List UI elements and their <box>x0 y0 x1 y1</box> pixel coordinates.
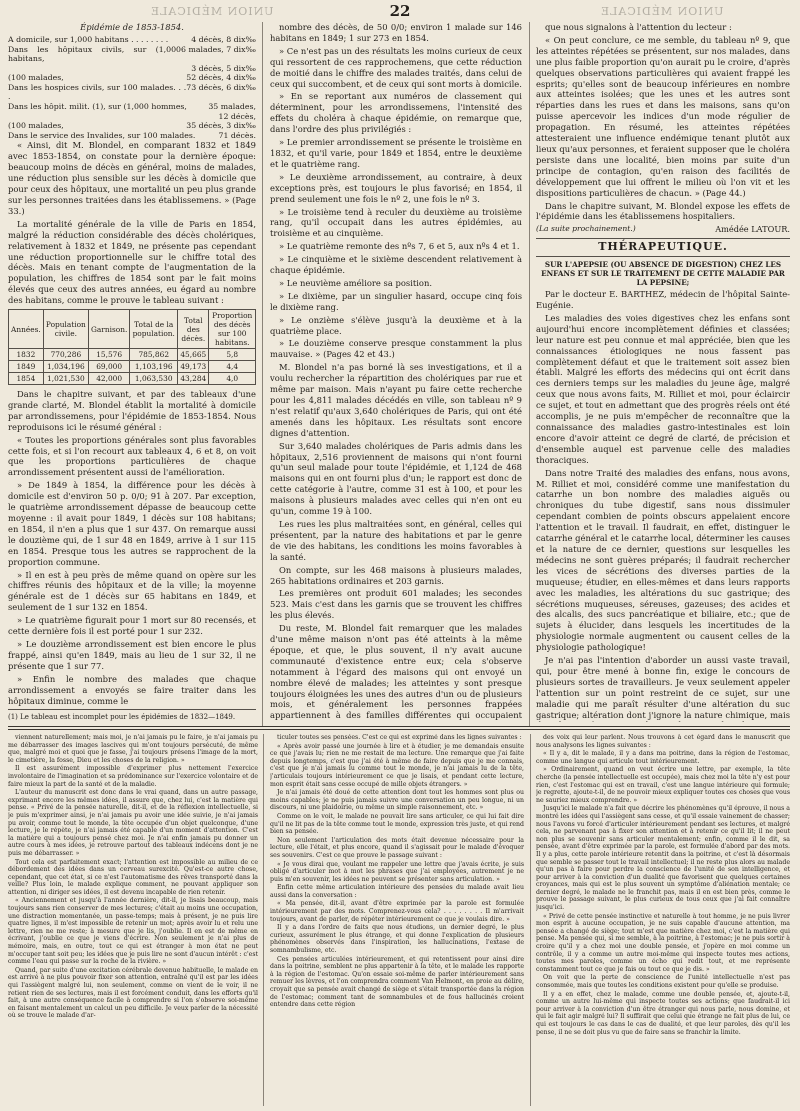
paragraph: viennent naturellement; mais moi, je n'ai jamais pu le faire, je n'ai jamais pu me débarrasser des images lascives qui m'ont toujours persécuté, de même que, malgré moi et quoi que je fasse, j'ai toujours présens l'image de la mort, le cimetière, la fosse, Dieu et les choses de la religion. » <box>8 734 258 764</box>
table-cell: 1832 <box>9 349 44 361</box>
feuilleton-column-1 <box>8 734 258 1106</box>
section-divider <box>536 256 790 257</box>
table-cell: 5,8 <box>209 349 256 361</box>
paragraph: « Ainsi, dit M. Blondel, en comparant 1832 et 1849 avec 1853-1854, on constate pour la dernière époque: beaucoup moins de décès en général, moins de malades, une réduction plus sensible sur les décès à domicile que pour ceux des hôpitaux, une mortalité un peu plus grande sur les personnes traitées dans les établissemens. » (Page 33.) <box>8 140 256 216</box>
table-header-cell: Garnison. <box>88 310 129 349</box>
column-rule <box>263 734 264 1106</box>
paragraph: « Après avoir passé une journée à lire et à étudier, je me demandais ensuite ce que j'avais lu; rien ne me restait de ma lecture. Une remarque que j'ai faite depuis longtemps, c'est que j'ai été à même de faire depuis que je me connais, c'est que je n'ai jamais lu comme tout le monde, je n'ai jamais lu de la tête, j'articulais toujours intérieurement ce que je lisais, et pendant cette lecture, mon esprit était sans cesse occupé de mille objets étrangers. » <box>270 742 524 788</box>
column-3 <box>536 22 790 722</box>
paragraph: Il est assurément impossible d'exprimer plus nettement l'exercice involontaire de l'imagination et sa prédominance sur l'exercice volontaire et de faire mieux la part de la santé et de la maladie. <box>8 765 258 788</box>
paragraph: » En se reportant aux numéros de classement qui déterminent, pour les arrondissemens, l'intensité des effets du choléra à chaque épidémie, on remarque que, dans l'ordre des plus privilégiés : <box>270 91 522 135</box>
table-cell: 770,286 <box>43 349 88 361</box>
stat-line: Dans les hôpitaux civils, sur (1,000 habitans, 6 malades, 7 dix‰ <box>8 44 256 64</box>
paragraph: « On peut conclure, ce me semble, du tableau nº 9, que les atteintes répétées se présentent, sur nos malades, dans une plus faible proportion qu'on aurait pu le croire, d'après quelques observations particulières qui avaient frappé les esprits; qu'elles sont de beaucoup inférieures en nombre aux atteintes isolées; que les unes et les autres sont réparties dans les rues et dans les maisons, sans qu'on puisse apercevoir les indices d'un mode régulier de propagation. En résumé, les atteintes répétées attesteraient une influence endémique tenant plutôt aux lieux qu'aux personnes, et feraient supposer que le choléra persiste dans une localité, bien moins par suite d'un principe de contagion, qu'en raison des facilités de développement que lui offrent le milieu où l'on vit et les dispositions particulières de chacun. » (Page 44.) <box>536 34 790 198</box>
table-row <box>9 349 256 361</box>
paragraph: nombre des décès, de 50 0/0; environ 1 malade sur 146 habitans en 1849; 1 sur 273 en 1854. <box>270 22 522 43</box>
footnote: (1) Le tableau est incomplet pour les épidémies de 1832—1849. <box>8 713 236 722</box>
table-cell: 1,021,530 <box>43 373 88 385</box>
column-1 <box>8 22 256 722</box>
feuilleton-separator <box>8 726 790 727</box>
paragraph: des voix qui leur parlent. Nous trouvons à cet égard dans le manuscrit que nous analysons les lignes suivantes : <box>536 734 790 749</box>
paragraph: » Le douzième arrondissement est bien encore le plus frappé, ainsi qu'en 1849, mais au lieu de 1 sur 32, il ne présente que 1 sur 77. <box>8 638 256 671</box>
stat-line: Dans les hôpit. milit. (1), sur (1,000 hommes, 35 malades, <box>8 102 256 112</box>
paragraph: » Enfin le nombre des malades que chaque arrondissement a envoyés se faire traiter dans les hôpitaux diminue, comme le <box>8 673 256 706</box>
paragraph: Sur 3,640 malades cholériques de Paris admis dans les hôpitaux, 2,516 proviennent de maisons qui n'ont fourni qu'un seul malade pour toute l'épidémie, et 1,124 de 468 maisons qui en ont fourni plus d'un; le rapport est donc de cette catégorie à l'autre, comme 31 est à 100, et pour les maisons à plusieurs malades avec celles qui n'en ont eu qu'un, comme 19 à 100. <box>270 440 522 517</box>
paragraph: Je n'ai jamais été doué de cette attention dont tout les hommes sont plus ou moins capables; je ne puis jamais suivre une conversation un peu longue, ni un discours, ni une plaidoirie, ou même un simple raisonnement, etc. » <box>270 789 524 812</box>
paragraph: » Le dixième, par un singulier hasard, occupe cinq fois le dixième rang. <box>270 290 522 312</box>
paragraph: » Il en est à peu près de même quand on opère sur les chiffres réunis des hôpitaux et de la ville; la moyenne générale est de 1 décès sur 65 habitans en 1849, et seulement de 1 sur 132 en 1854. <box>8 569 256 613</box>
bleed-through-text-right: UNION MÉDICALE <box>600 5 724 18</box>
article-byline: Par le docteur E. BARTHEZ, médecin de l'hôpital Sainte-Eugénie. <box>536 289 790 311</box>
paragraph: » Le cinquième et le sixième descendent relativement à chaque épidémie. <box>270 254 522 276</box>
paragraph: Jusqu'ici le malade n'a fait que décrire les phénomènes qu'il éprouve, il nous a montré les idées qui l'assiègent sans cesse, et qu'il essaie vainement de chasser; nous l'avons vu forcé d'articuler intérieurement pendant ses lectures, et malgré cela, ne parvenant pas à fixer son attention et à retenir ce qu'il lit; il ne peut non plus se souvenir sans articuler mentalement; enfin, comme il le dit, sa pensée, avant d'être exprimée par la parole, est formulée d'abord par des mots. Il y a plus, cette parole intérieure retentit dans la poitrine, et c'est là désormais que semble se passer tout le travail intellectuel; il ne reste plus alors au malade qu'un pas à faire pour perdre la conscience de l'unité de son intelligence, et pour arriver à la conviction d'un dualité que favorisent que quelques certaines croyances, mais qui est le plus souvent un symptôme d'aliénation mentale; ce dernier degré, le malade ne le franchit pas, mais il en est bien près, comme le prouve le passage suivant, le plus curieux de tous ceux que j'ai fait connaître jusqu'ici. <box>536 805 790 912</box>
paragraph: Dans le chapitre suivant, M. Blondel expose les effets de l'épidémie dans les établissemens hospitaliers. <box>536 200 790 222</box>
paragraph: On compte, sur les 468 maisons à plusieurs malades, 265 habitations ordinaires et 203 garnis. <box>270 564 522 586</box>
paragraph: que nous signalons à l'attention du lecteur : <box>545 22 732 32</box>
table-row <box>9 373 256 385</box>
paragraph: » Le onzième s'élève jusqu'à la deuxième et à la quatrième place. <box>270 314 522 336</box>
paragraph: Dans le chapitre suivant, et par des tableaux d'une grande clarté, M. Blondel établit la mortalité à domicile par arrondissemens, pour l'épidémie de 1853-1854. Nous reproduisons ici le résumé général : <box>8 389 256 432</box>
page-number: 22 <box>389 2 411 20</box>
population-table <box>8 309 256 385</box>
column-rule <box>262 22 263 726</box>
paragraph: « Je vous dirai que, voulant me rappeler une lettre que j'avais écrite, je suis obligé d'articuler mot à mot les phrases que j'ai employées, autrement je ne puis m'en souvenir, les idées ne peuvent se présenter sans articulation. » <box>270 860 524 883</box>
paragraph: « Anciennement et jusqu'à l'année dernière, dit-il, je lisais beaucoup, mais toujours sans rien conserver de mes lectures; c'était au moins une occupation, une distraction momentanée, un passe-temps; mais à présent, je ne puis lire quatre lignes, il m'est impossible de retenir un mot; après avoir lu et relu une lettre, rien ne me reste; à mesure que je lis, j'oublie. Il en est de même en écrivant, j'oublie ce que je viens d'écrire. Non seulement je n'ai plus de mémoire, mais, en outre, tout ce qui est étranger à mon état ne peut m'occuper tant soit peu; les idées que je puis lire ne sont d'aucun intérêt : c'est comme l'eau qui passe sur la roche de la rivière. » <box>8 897 258 966</box>
table-header-cell: Années. <box>9 310 44 349</box>
paragraph: » Le quatrième remonte des nºs 7, 6 et 5, aux nºs 4 et 1. <box>279 241 520 252</box>
table-header-row <box>9 310 256 349</box>
paragraph: Les maladies des voies digestives chez les enfans sont aujourd'hui encore incomplètement définies et classées; leur nature est peu connue et mal appréciée, bien que les connaissances étiologiques ne nous fassent pas complètement défaut et que le traitement soit assez bien établi. Malgré les efforts des médecins qui ont écrit dans ces derniers temps sur les maladies du jeune âge, malgré ceux que nous avons faits, M. Rilliet et moi, pour éclaircir ce sujet, et tout en admettant que des progrès réels ont été accomplis, je ne puis m'empêcher de reconnaître que la connaissance des maladies gastro-intestinales est loin encore d'avoir atteint ce degré de clarté, de précision et d'ensemble auquel est parvenue celle des maladies thoraciques. <box>536 312 790 465</box>
table-cell: 1,034,196 <box>43 361 88 373</box>
paragraph: Comme on le voit, le malade ne pouvait lire sans articuler, ce qui lui fait dire qu'il ne lit pas de la tête comme tout le monde, expression très juste, et qui rend bien sa pensée. <box>270 812 524 836</box>
paragraph: » Le neuvième améliore sa position. <box>279 277 433 288</box>
stat-line: A domicile, sur 1,000 habitans . . . . . . . . 4 décès, 8 dix‰ <box>8 34 256 44</box>
stat-line: (100 malades, 52 décès, 4 dix‰ <box>8 73 256 83</box>
table-header-cell: Total des décès. <box>178 310 209 349</box>
paragraph: Tout cela est parfaitement exact; l'attention est impossible au milieu de ce débordement des idées dans un cerveau surexcité. Qu'est-ce autre chose, cependant, que cet état, si ce n'est l'automatisme des rêves transporté dans la veille? Plus loin, le malade explique comment, ne pouvant appliquer son attention, ni diriger ses idées, il est devenu incapable de rien retenir. <box>8 858 258 896</box>
paragraph: « Privé de cette pensée instinctive et naturelle à tout homme, je ne puis livrer mon esprit à aucune occupation, je ne suis capable d'aucune attention, ma pensée a changé de siège; tout m'est que matière chez moi, c'est la matière qui pense. Ma pensée qui, si me semble, à la poitrine, à l'estomac; je ne puis sortir à croire qu'il y a chez moi une double pensée, et j'opère en moi comme un contrôle, il y a comme un autre moi-même qui inspecte toutes mes actions, toutes mes paroles, comme un écho qui redit tout, et me représente constamment tout ce que je fais ou tout ce que je dis. » <box>536 912 790 973</box>
epidemic-title: Épidémie de 1853-1854. <box>80 22 184 32</box>
feuilleton-column-3 <box>536 734 790 1106</box>
paragraph: L'auteur du manuscrit est donc dans le vrai quand, dans un autre passage, exprimant encore les mêmes idées, il assure que, chez lui, c'est la matière qui pense. « Privé de la pensée naturelle, dit-il, et de la réflexion intellectuelle, si je puis m'exprimer ainsi, je n'ai jamais pu avoir une idée suivie, je n'ai jamais pu avoir, comme tout le monde, la tête occupée d'un objet quelconque, d'une lecture, je le répète, je n'ai jamais été capable d'un moment d'attention. C'est la matière qui a toujours pensé chez moi. Je n'ai enfin jamais pu donner un autre cours à mes idées, je retrouve partout des tableaux indécens dont je ne puis me débarrasser. » <box>8 789 258 857</box>
paragraph: Il y a en effet, chez le malade, comme une double pensée, et, ajoute-t-il, comme un autre lui-même qui inspecte toutes ses actions; que faudrait-il ici pour arriver à la conviction d'un être étranger qui nous parle, nous domine, et qui le fait agir malgré lui? Il suffirait que celui que étrange ne fait plus de lui, ce qui est toujours le cas dans le cas de dualité, et que leur paroles, dès qu'il les pense, il ne se doit plus vu que de faire sans se franchir la limite. <box>536 990 790 1036</box>
table-cell: 4,4 <box>209 361 256 373</box>
paragraph: Ces pensées articulées intérieurement, et qui retentissent pour ainsi dire dans la poitrine, semblent ne plus appartenir à la tête, et le malade les rapporte à la région de l'estomac. Qu'on essaie soi-même de parler intérieurement sans remuer les lèvres, et l'on comprendra comment Van Helmont, en proie au délire, croyait que sa pensée avait changé de siège et s'était transportée dans la région de l'estomac; comment tant de somnambules et de fous hallucinés croient entendre dans cette région <box>270 955 524 1009</box>
table-cell: 1849 <box>9 361 44 373</box>
paragraph: « Ma pensée, dit-il, avant d'être exprimée par la parole est formulée intérieurement par des mots. Comprenez-vous cela? . . . . . . . . Il m'arrivait toujours, avant de parler, de répéter intérieurement ce que je voulais dire. » <box>270 900 524 923</box>
table-header-cell: Proportion des décès sur 100 habitans. <box>209 310 256 349</box>
paragraph: Il y a dans l'ordre de faits que nous étudions, un dernier degré, le plus curieux, assurément le plus étrange, et qui donne l'explication de plusieurs phénomènes observés dans l'inspiration, les hallucinations, l'extase de somnambulisme, etc. <box>270 924 524 955</box>
paragraph: » Ordinairement, quand on veut écrire une lettre, par exemple, la tête cherche (la pensée intellectuelle est occupée), mais chez moi la tête n'y est pour rien, c'est l'estomac qui est en travail, c'est une langue intérieure qui formule; je regrette, ajoute-t-il, de ne pouvoir mieux expliquer toutes ces choses que vous ne sauriez mieux comprendre. » <box>536 766 790 804</box>
paragraph: La mortalité générale de la ville de Paris en 1854, malgré la réduction considérable des décès cholériques, relativement à 1832 et 1849, ne présente pas cependant une réduction proportionnelle sur le chiffre total des décès. Mais en tenant compte de l'augmentation de la population, les chiffres de 1854 sont par le fait moins élevés que ceux des autres années, eu égard au nombre des habitans, comme le prouve le tableau suivant : <box>8 218 256 306</box>
table-cell: 785,862 <box>130 349 178 361</box>
paragraph: « Toutes les proportions générales sont plus favorables cette fois, et si l'on recourt aux tableaux 4, 6 et 8, on voit que les proportions particulières de chaque arrondissement présentent aussi de l'amélioration. <box>8 434 256 478</box>
paragraph: Non seulement l'articulation des mots était devenue nécessaire pour la lecture, elle l'était, et plus encore, quand il s'agissait pour le malade d'évoquer ses souvenirs. C'est ce que prouve le passage suivant : <box>270 836 524 859</box>
continuation-note: (La suite prochainement.) <box>536 224 636 234</box>
table-cell: 42,000 <box>88 373 129 385</box>
table-cell: 45,665 <box>178 349 209 361</box>
paragraph: Enfin cette même articulation intérieure des pensées du malade avait lieu aussi dans la conversation : <box>270 884 524 899</box>
paragraph: » Le douzième conserve presque constamment la plus mauvaise. » (Pages 42 et 43.) <box>270 338 522 360</box>
stat-line: 12 décès, <box>218 111 256 121</box>
section-title: THÉRAPEUTIQUE. <box>598 240 728 254</box>
table-cell: 43,284 <box>178 373 209 385</box>
table-cell: 1,063,530 <box>130 373 178 385</box>
column-2 <box>270 22 522 722</box>
paragraph: Je n'ai pas l'intention d'aborder un aussi vaste travail, qui, pour être mené à bonne fin, exige le concours de plusieurs sortes de travailleurs. Je veux seulement appeler l'attention sur un point restreint de ce sujet, sur une maladie qui me paraît résulter d'une altération du suc gastrique; altération dont j'ignore la nature chimique, mais <box>536 655 790 720</box>
table-cell: 49,173 <box>178 361 209 373</box>
signature-line <box>536 224 790 235</box>
paragraph: » De 1849 à 1854, la différence pour les décès à domicile est d'environ 50 p. 0/0; 91 à 207. Par exception, le quatrième arrondissement dépasse de beaucoup cette moyenne : il avait pour 1849, 1 décès sur 108 habitans; en 1854, il n'en a plus que 1 sur 437. On remarque aussi le douzième qui, de 1 sur 48 en 1849, arrive à 1 sur 115 en 1854. Presque tous les autres se rapprochent de la proportion commune. <box>8 480 256 567</box>
stat-line: (100 malades, 35 décès, 3 dix‰ <box>8 121 256 131</box>
table-cell: 69,000 <box>88 361 129 373</box>
paragraph: Du reste, M. Blondel fait remarquer que les malades d'une même maison n'ont pas été atteints à la même époque, et que, le plus souvent, il n'y avait aucune communauté d'existence entre eux; cela s'observe notamment à l'égard des maisons qui ont envoyé un nombre élevé de malades; les atteintes y sont presque toujours éloignées les unes des autres d'un ou de plusieurs mois, et généralement les personnes frappées appartiennent à des familles différentes qui occupaient <box>270 623 522 721</box>
feuilleton-separator <box>8 729 790 730</box>
feuilleton-column-2 <box>270 734 524 1106</box>
paragraph: » Le quatrième figurait pour 1 mort sur 80 recensés, et cette dernière fois il est porté pour 1 sur 232. <box>8 615 256 637</box>
footnote-divider <box>8 709 256 710</box>
table-cell: 1,103,196 <box>130 361 178 373</box>
stats-list <box>8 35 256 141</box>
table-cell: 1854 <box>9 373 44 385</box>
paragraph: » Le deuxième arrondissement, au contraire, à deux exceptions près, est toujours le plus favorisé; en 1854, il prend seulement une fois le nº 2, une fois le nº 3. <box>270 171 522 204</box>
table-row <box>9 361 256 373</box>
table-header-cell: Total de la population. <box>130 310 178 349</box>
paragraph: Quand, par suite d'une excitation cérébrale devenue habituelle, le malade en est arrivé à ne plus pouvoir fixer son attention, entraîné qu'il est par les idées qui l'assiègent malgré lui, non seulement, comme on vient de le voir, il ne retient rien de ses lectures, mais il est forcément conduit, dans les efforts qu'il fait, à une autre conséquence facile à comprendre si l'on s'observe soi-même en faisant mentalement un calcul un peu difficile. Je veux parler de la nécessité où se trouve le malade d'ar- <box>8 966 258 1020</box>
running-header <box>0 2 800 22</box>
author-signature: Amédée LATOUR. <box>715 224 790 235</box>
paragraph: » Ce n'est pas un des résultats les moins curieux de ceux qui ressortent de ces rapprochemens, que cette réduction de moitié dans le chiffre des malades traités, dans celui de ceux qui succombent, et de ceux qui sont morts à domicile. <box>270 45 522 89</box>
article-subtitle: SUR L'APEPSIE (OU ABSENCE DE DIGESTION) CHEZ LES ENFANS ET SUR LE TRAITEMENT DE CETTE MALADIE PAR LA PEPSINE; <box>541 260 785 288</box>
paragraph: « Il y a, dit le malade, il y a dans ma poitrine, dans la région de l'estomac, comme une langue qui articule tout intérieurement. <box>536 750 790 765</box>
bleed-through-text-left: UNION MÉDICALE <box>150 5 274 18</box>
paragraph: Les rues les plus maltraitées sont, en général, celles qui présentent, par la nature des habitations et par le genre de vie des habitans, les conditions les moins favorables à la santé. <box>270 518 522 562</box>
paragraph: M. Blondel n'a pas borné là ses investigations, et il a voulu rechercher la répartition des cholériques par rue et même par maison. Mais n'ayant pu faire cette recherche pour les 4,811 malades décédés en ville, son tableau nº 9 n'est relatif qu'aux 3,640 cholériques de Paris, qui ont été amenés dans les hôpitaux. Les résultats sont encore dignes d'attention. <box>270 362 522 438</box>
paragraph: ticuler toutes ses pensées. C'est ce qui est exprimé dans les lignes suivantes : <box>277 734 522 741</box>
stat-line: Dans les hospices civils, sur 100 malades. . . . 73 décès, 6 dix‰ <box>8 82 256 102</box>
paragraph: » Le premier arrondissement se présente le troisième en 1832, et qu'il varie, pour 1849 et 1854, entre le deuxième et le quatrième rang. <box>270 137 522 169</box>
paragraph: Les premières ont produit 601 malades; les secondes 523. Mais c'est dans les garnis que se trouvent les chiffres les plus élevés. <box>270 588 522 621</box>
paragraph: » Le troisième tend à reculer du deuxième au troisième rang, qu'il occupait dans les autres épidémies, au troisième et au cinquième. <box>270 206 522 239</box>
paragraph: Dans notre Traité des maladies des enfans, nous avons, M. Rilliet et moi, considéré comme une manifestation du catarrhe un bon nombre des maladies aiguës ou chroniques du tube digestif, sans nous dissimuler cependant combien de points obscurs appelaient encore l'attention et le travail. Il faudrait, en effet, distinguer le catarrhe général et le catarrhe local, déterminer les causes et la nature de ce dernier, questions sur lesquelles les médecins ne sont guères préparés; il faudrait rechercher les vices de sécrétions des diverses parties de la muqueuse; étudier, en elles-mêmes et dans leurs rapports avec les maladies, les altérations du suc gastrique; des sécrétions muqueuses, séreuses, gazeuses; des acides et des alcalis, des sucs pancréatique et biliaire, etc.; que de sujets à élucider, dans lesquels les incertitudes de la physiologie normale augmentent ou causent celles de la physiologie pathologique! <box>536 467 790 653</box>
column-rule <box>530 734 531 1106</box>
table-header-cell: Population civile. <box>43 310 88 349</box>
table-cell: 15,576 <box>88 349 129 361</box>
paragraph: On voit que la perte de conscience de l'unité intellectuelle n'est pas consommée, mais que toutes les conditions existent pour qu'elle se produise. <box>536 974 790 989</box>
column-rule <box>529 22 530 726</box>
table-cell: 4,0 <box>209 373 256 385</box>
stat-line: 3 décès, 5 dix‰ <box>191 63 256 73</box>
stat-line: Dans le service des Invalides, sur 100 malades. 71 décès. <box>8 130 256 140</box>
